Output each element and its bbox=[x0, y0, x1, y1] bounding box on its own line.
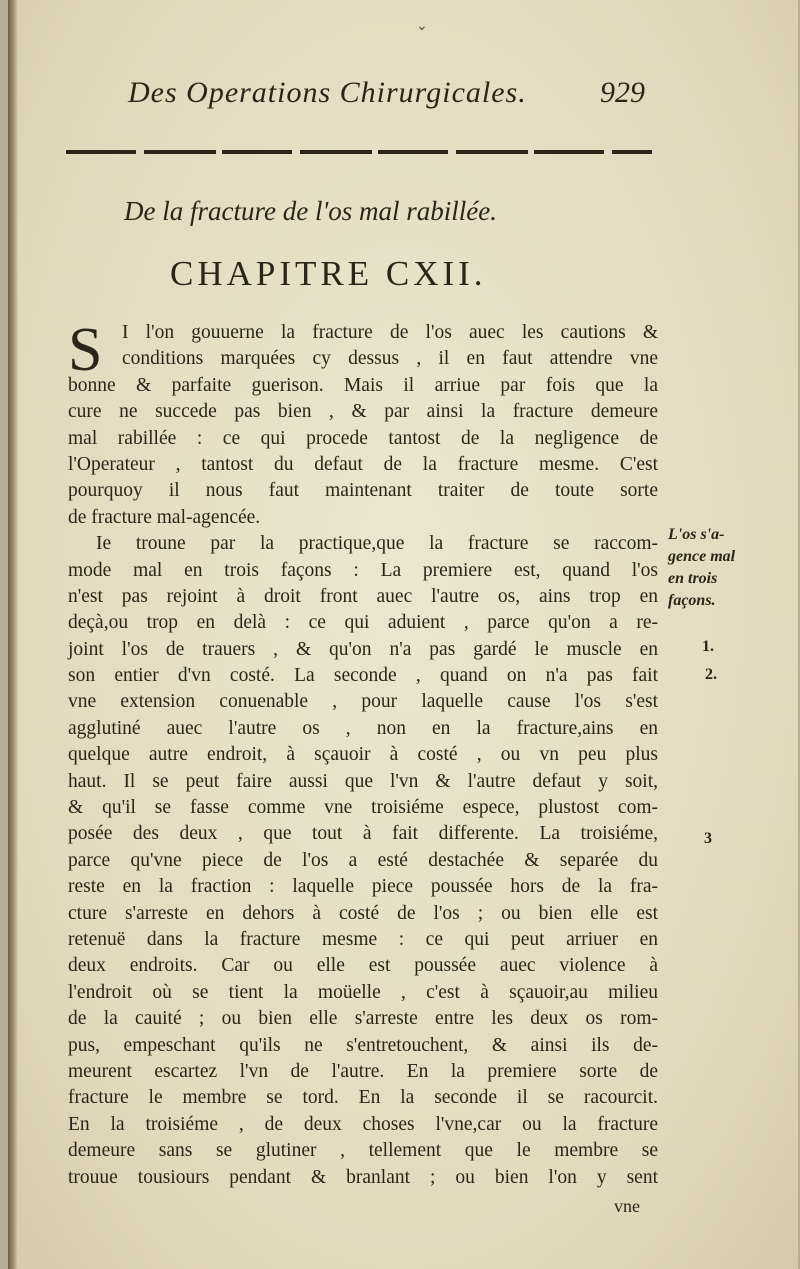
book-page bbox=[8, 0, 798, 1269]
margin-note-line: façons. bbox=[668, 592, 716, 609]
text-line: deux endroits. Car ou elle est poussée auec violence à bbox=[68, 955, 658, 977]
text-line: vne extension conuenable , pour laquelle cause l'os s'est bbox=[68, 691, 658, 713]
page-number: 929 bbox=[600, 76, 645, 109]
text-line: agglutiné auec l'autre os , non en la fracture,ains en bbox=[68, 717, 658, 739]
running-head: Des Operations Chirurgicales. bbox=[128, 76, 527, 109]
text-line: haut. Il se peut faire aussi que l'vn & l'autre defaut y soit, bbox=[68, 770, 658, 792]
text-line: I l'on gouuerne la fracture de l'os auec les cautions & bbox=[122, 322, 658, 343]
text-line: conditions marquées cy dessus , il en faut attendre vne bbox=[122, 348, 658, 370]
text-line: trouue tousiours pendant & branlant ; ou bien l'on y sent bbox=[68, 1166, 658, 1188]
book-spine bbox=[8, 0, 18, 1269]
text-line: meurent escartez l'vn de l'autre. En la premiere sorte de bbox=[68, 1060, 658, 1082]
text-line: de la cauité ; ou bien elle s'arreste entre les deux os rom- bbox=[68, 1008, 658, 1030]
text-line: Ie troune par la practique,que la fracture se raccom- bbox=[96, 533, 658, 555]
drop-cap: S bbox=[68, 316, 103, 384]
text-line: bonne & parfaite guerison. Mais il arriue par fois que la bbox=[68, 374, 658, 396]
text-line: mal rabillée : ce qui procede tantost de la negligence de bbox=[68, 427, 658, 449]
text-line: quelque autre endroit, à sçauoir à costé , ou vn peu plus bbox=[68, 744, 658, 766]
section-subtitle: De la fracture de l'os mal rabillée. bbox=[124, 196, 497, 226]
text-line: fracture le membre se tord. En la seconde il se racourcit. bbox=[68, 1087, 658, 1109]
text-line: pourquoy il nous faut maintenant traiter de toute sorte bbox=[68, 480, 658, 502]
text-line: n'est pas rejoint à droit front auec l'autre os, ains trop en bbox=[68, 585, 658, 607]
text-line: En la troisiéme , de deux choses l'vne,car ou la fracture bbox=[68, 1113, 658, 1135]
text-line: reste en la fraction : laquelle piece poussée hors de la fra- bbox=[68, 876, 658, 898]
text-line: demeure sans se glutiner , tellement que le membre se bbox=[68, 1140, 658, 1162]
text-line: deçà,ou trop en delà : ce qui aduient , parce qu'on a re- bbox=[68, 612, 658, 634]
text-line: parce qu'vne piece de l'os a esté destachée & separée du bbox=[68, 849, 658, 871]
margin-note-line: L'os s'a- bbox=[668, 526, 725, 543]
ornament-mark: ⌄ bbox=[416, 19, 428, 34]
margin-note-line: en trois bbox=[668, 570, 718, 587]
text-line: mode mal en trois façons : La premiere est, quand l'os bbox=[68, 559, 658, 581]
text-line: l'Operateur , tantost du defaut de la fracture mesme. C'est bbox=[68, 453, 658, 475]
catchword: vne bbox=[614, 1196, 640, 1216]
text-line: & qu'il se fasse comme vne troisiéme espece, plustost com- bbox=[68, 797, 658, 819]
header-rule bbox=[66, 150, 652, 154]
text-line: retenuë dans la fracture mesme : ce qui peut arriuer en bbox=[68, 928, 658, 950]
margin-note-line: gence mal bbox=[668, 548, 736, 565]
text-line: cure ne succede pas bien , & par ainsi la fracture demeure bbox=[68, 401, 658, 423]
margin-number: 3 bbox=[704, 830, 712, 847]
text-line: l'endroit où se tient la moüelle , c'est à sçauoir,au milieu bbox=[68, 981, 658, 1003]
body-text bbox=[68, 316, 658, 1191]
text-line: posée des deux , que tout à fait differente. La troisiéme, bbox=[68, 823, 658, 845]
text-line: de fracture mal-agencée. bbox=[68, 506, 261, 528]
text-line: pus, empeschant qu'ils ne s'entretouchent, & ainsi ils de- bbox=[68, 1034, 658, 1056]
margin-number: 1. bbox=[702, 638, 714, 655]
text-line: cture s'arreste en dehors à costé de l'os ; ou bien elle est bbox=[68, 902, 658, 924]
margin-note bbox=[668, 524, 778, 612]
chapter-title: CHAPITRE CXII. bbox=[170, 254, 487, 293]
text-line: son entier d'vn costé. La seconde , quand on n'a pas fait bbox=[68, 665, 658, 687]
margin-number: 2. bbox=[705, 666, 717, 683]
text-line: joint l'os de trauers , & qu'on n'a pas gardé le muscle en bbox=[68, 638, 658, 660]
